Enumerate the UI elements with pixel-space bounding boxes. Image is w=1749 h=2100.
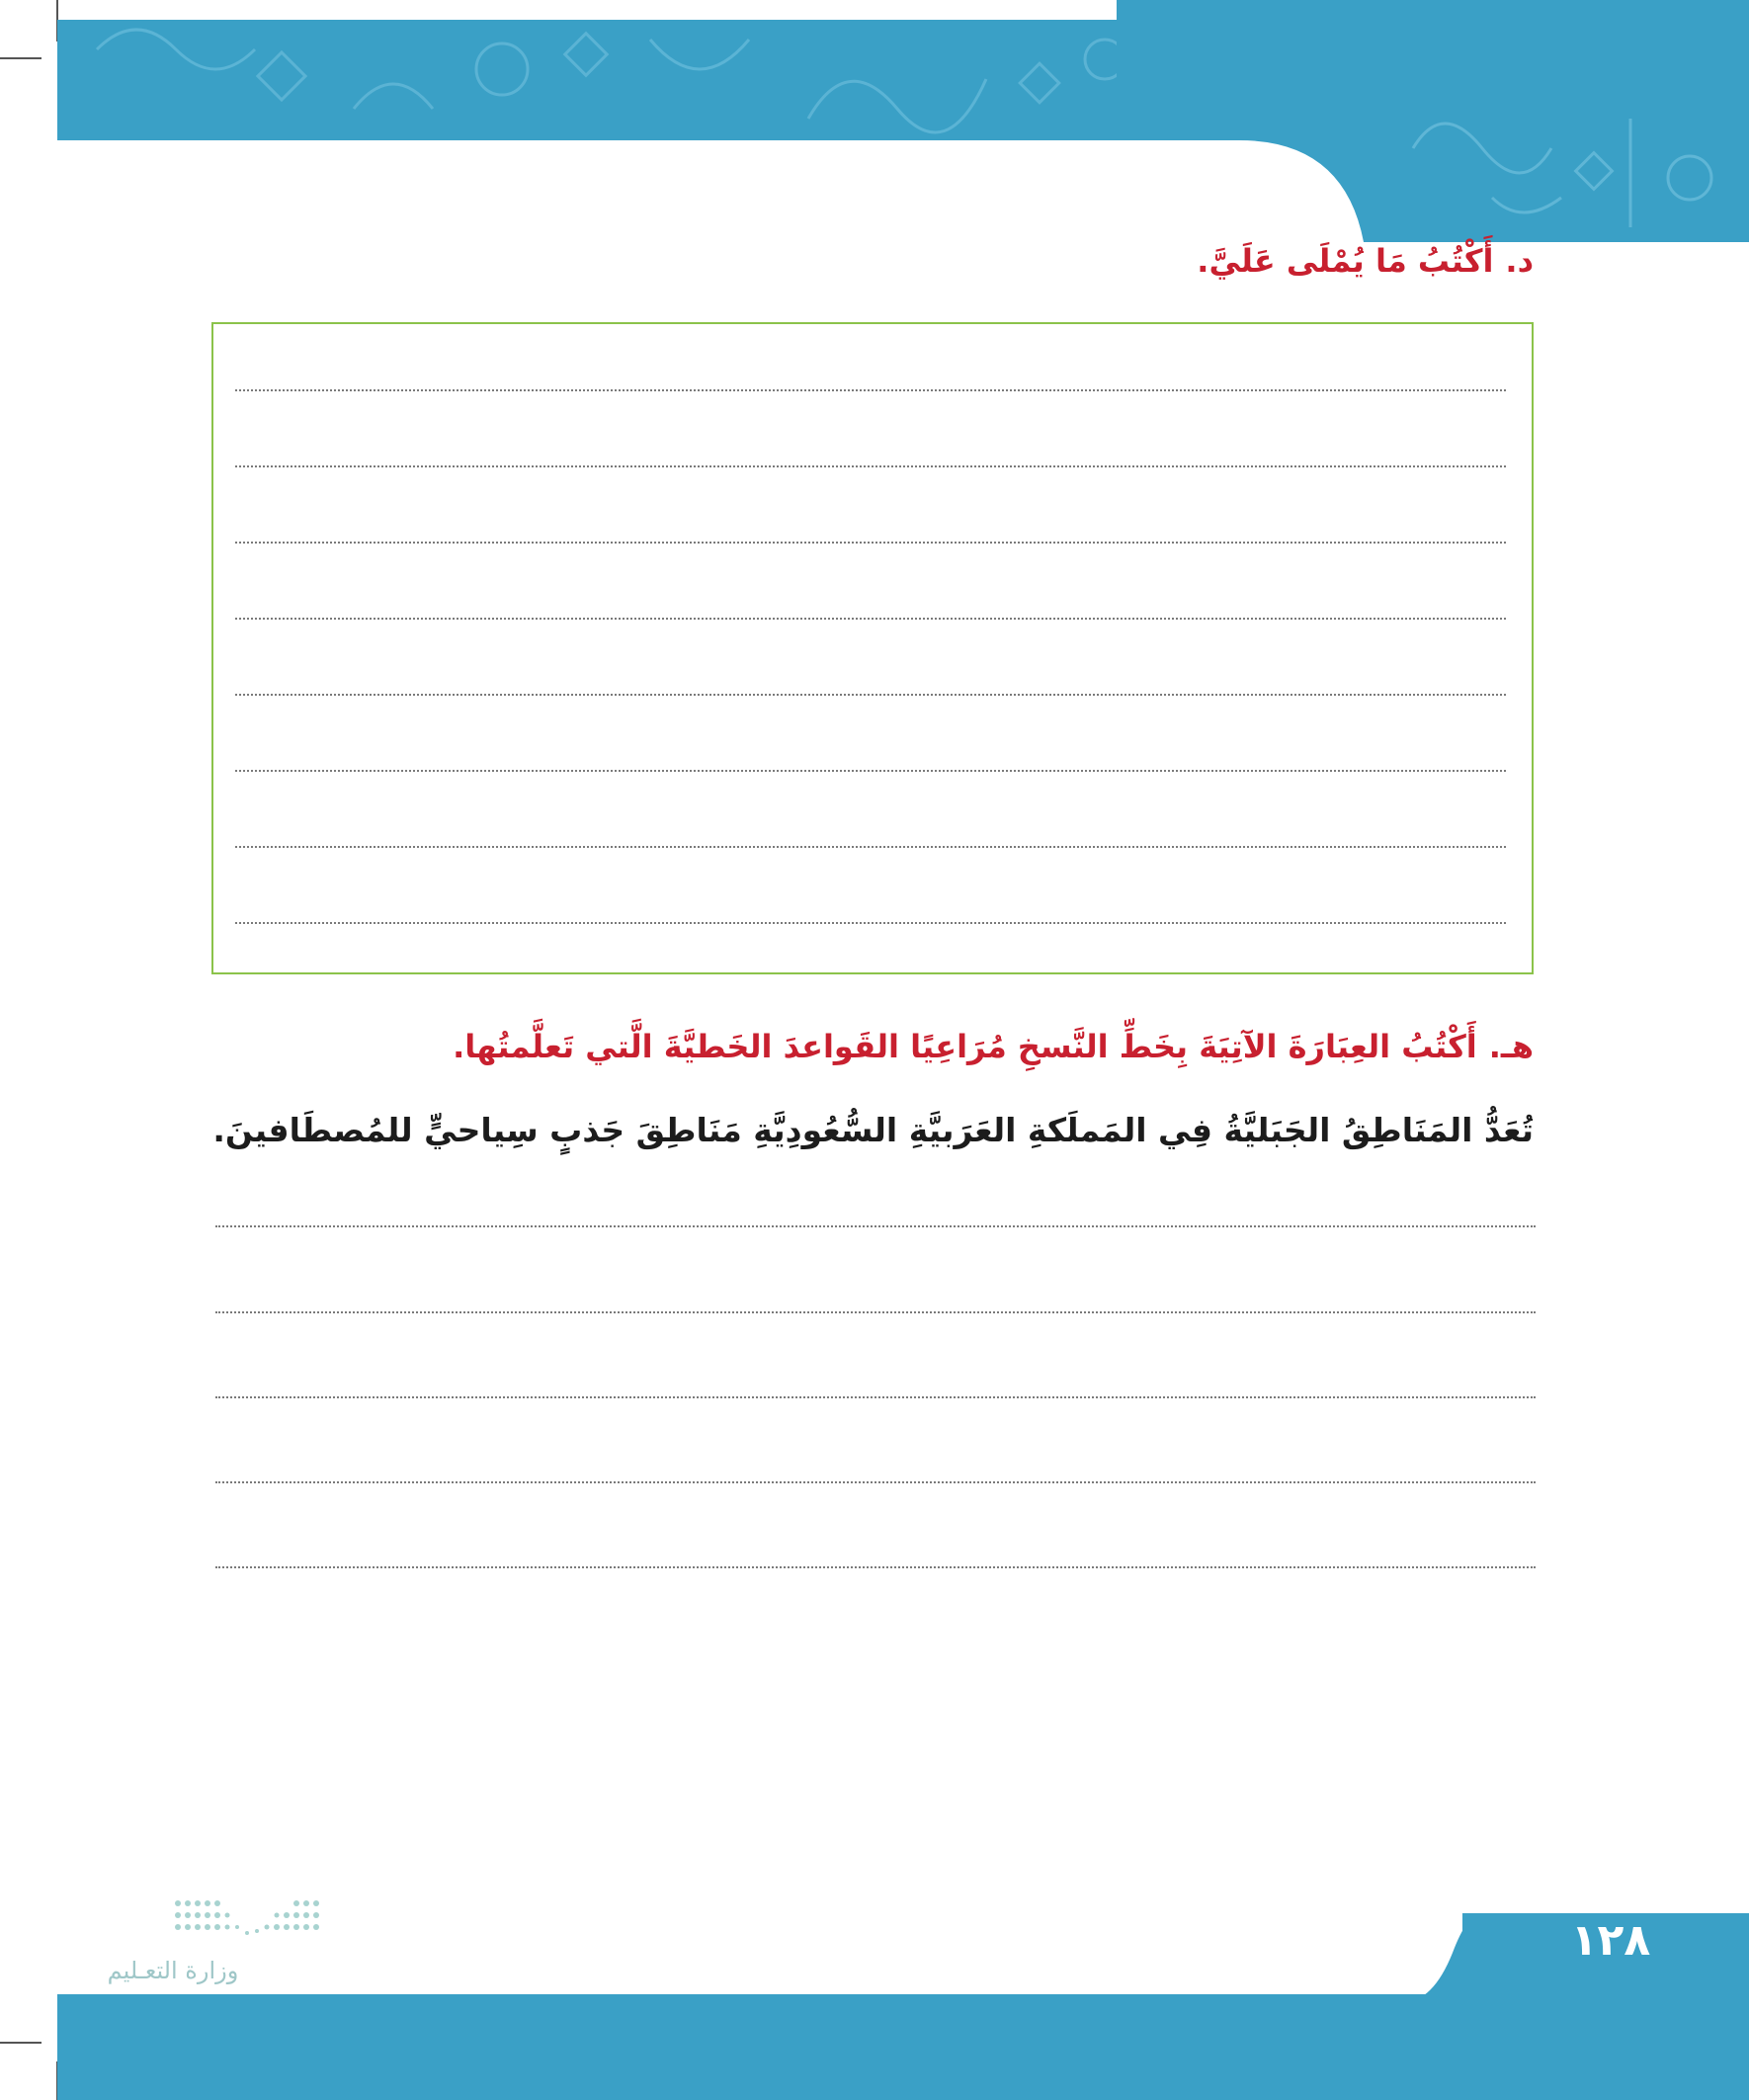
copy-line[interactable] xyxy=(215,1225,1536,1227)
crop-mark xyxy=(0,2042,42,2044)
dictation-line[interactable] xyxy=(235,389,1506,391)
ministry-of-education-logo-icon xyxy=(168,1895,326,1939)
copy-line[interactable] xyxy=(215,1311,1536,1313)
instruction-h-text: أَكْتُبُ العِبَارَةَ الآتِيَةَ بِخَطِّ النَّسخِ مُرَاعِيًا القَواعدَ الخَطيَّةَ الَّتي تَعلَّمتُها. xyxy=(453,1028,1477,1065)
page-number: ١٢٨ xyxy=(1570,1915,1651,1966)
instruction-h-marker: هـ. xyxy=(1488,1028,1534,1065)
dictation-line[interactable] xyxy=(235,465,1506,467)
logo-text: وزارة التعـليم xyxy=(107,1957,239,1984)
instruction-d xyxy=(1197,242,1534,280)
instruction-h xyxy=(453,1028,1534,1065)
ministry-logo xyxy=(99,1895,336,2004)
header-pattern xyxy=(1117,0,1749,242)
model-sentence: تُعَدُّ المَنَاطِقُ الجَبَليَّةُ فِي المَملَكةِ العَرَبيَّةِ السُّعُودِيَّةِ مَنَاطِقَ جَذبٍ سِياحيٍّ للمُصطَافينَ. xyxy=(212,1111,1534,1149)
instruction-d-marker: د. xyxy=(1505,242,1534,280)
dictation-line[interactable] xyxy=(235,846,1506,848)
footer-band xyxy=(57,1994,1749,2100)
copy-line[interactable] xyxy=(215,1481,1536,1483)
dictation-line[interactable] xyxy=(235,922,1506,924)
dictation-line[interactable] xyxy=(235,542,1506,544)
instruction-d-text: أَكْتُبُ مَا يُمْلَى عَلَيَّ. xyxy=(1197,242,1494,280)
copy-line[interactable] xyxy=(215,1396,1536,1398)
crop-mark xyxy=(0,57,42,59)
dictation-line[interactable] xyxy=(235,694,1506,696)
dictation-line[interactable] xyxy=(235,770,1506,772)
dictation-box xyxy=(211,322,1534,974)
dictation-line[interactable] xyxy=(235,618,1506,620)
copy-line[interactable] xyxy=(215,1566,1536,1568)
